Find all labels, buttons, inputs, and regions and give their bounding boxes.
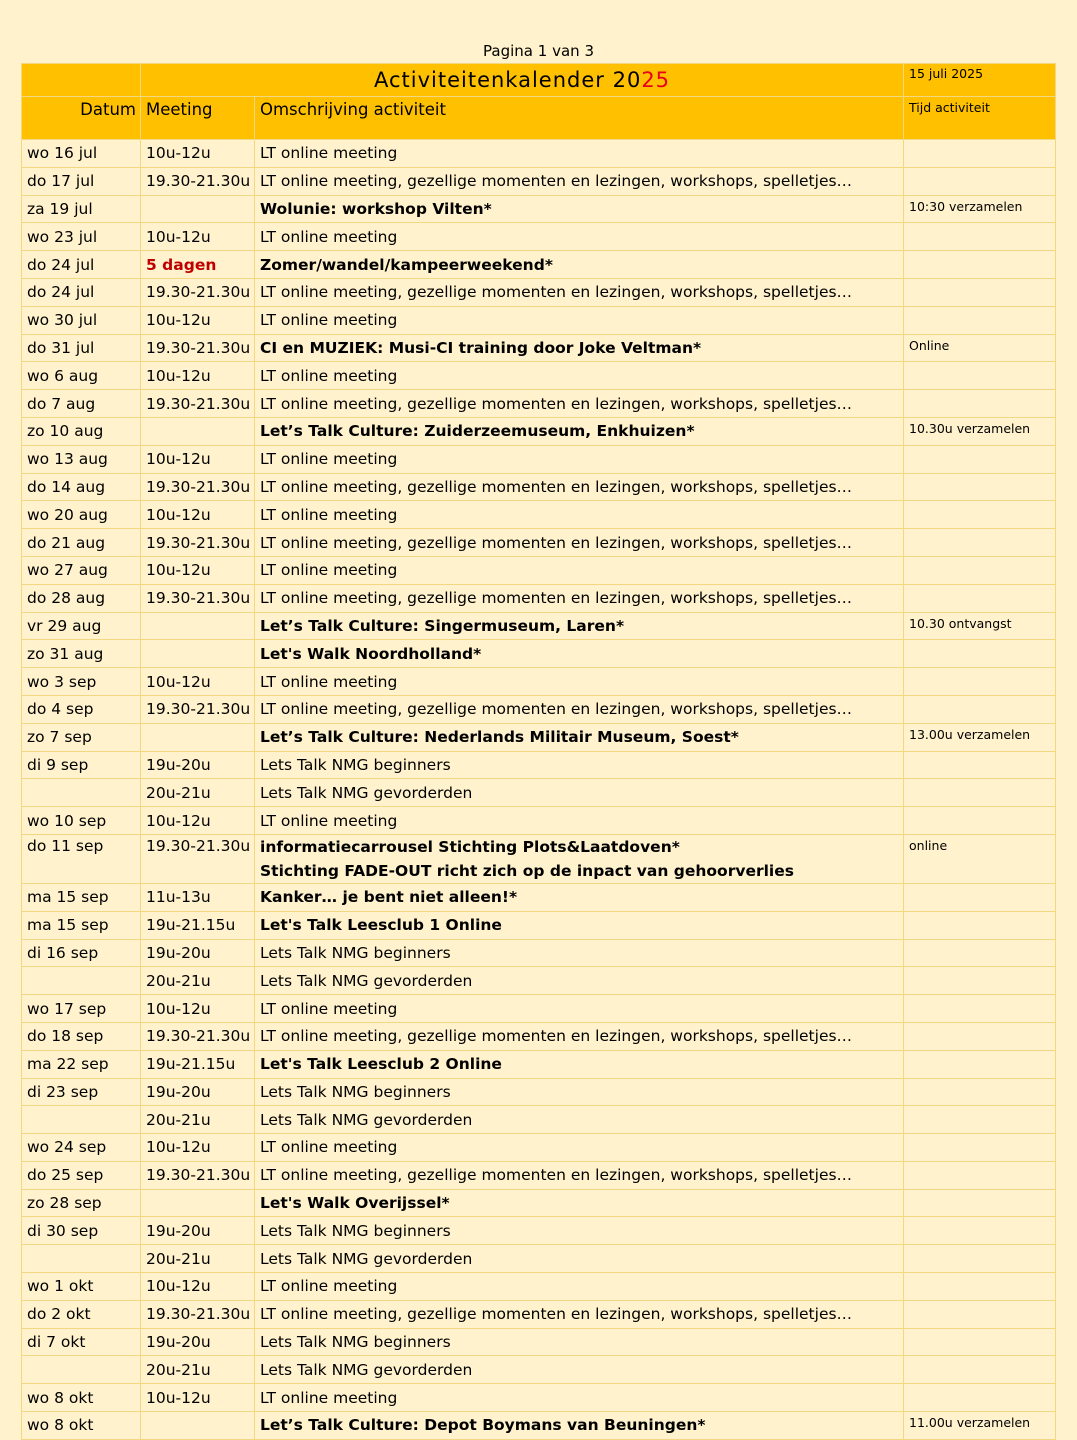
cell-description: Lets Talk NMG gevorderden [255, 779, 904, 807]
cell-meeting [141, 195, 255, 223]
cell-meeting: 19u-20u [141, 751, 255, 779]
cell-date: do 24 jul [22, 251, 141, 279]
table-row [22, 529, 1056, 557]
cell-meeting: 19.30-21.30u [141, 1022, 255, 1050]
cell-description: Lets Talk NMG beginners [255, 1078, 904, 1106]
cell-description: LT online meeting [255, 556, 904, 584]
calendar-date: 15 juli 2025 [904, 64, 1056, 97]
calendar-title-main: Activiteitenkalender 20 [373, 68, 642, 92]
cell-description: LT online meeting, gezellige momenten en lezingen, workshops, spelletjes… [255, 584, 904, 612]
cell-meeting [141, 723, 255, 751]
cell-date: wo 30 jul [22, 306, 141, 334]
table-row [22, 195, 1056, 223]
table-row [22, 807, 1056, 835]
page-number: 1 [537, 42, 548, 60]
cell-meeting: 20u-21u [141, 967, 255, 995]
calendar-rows [22, 140, 1056, 1440]
cell-time: 10.30u verzamelen [904, 417, 1056, 445]
cell-date: do 14 aug [22, 473, 141, 501]
cell-description: Zomer/wandel/kampeerweekend* [255, 251, 904, 279]
cell-description: Let's Walk Overijssel* [255, 1189, 904, 1217]
cell-date: wo 8 okt [22, 1412, 141, 1440]
cell-date [22, 779, 141, 807]
cell-meeting: 10u-12u [141, 140, 255, 168]
cell-description: Lets Talk NMG beginners [255, 751, 904, 779]
cell-meeting: 11u-13u [141, 883, 255, 911]
cell-description: Lets Talk NMG beginners [255, 1328, 904, 1356]
cell-date: do 21 aug [22, 529, 141, 557]
col-header-date: Datum [22, 97, 141, 140]
cell-meeting: 19.30-21.30u [141, 1161, 255, 1189]
cell-time [904, 640, 1056, 668]
cell-description: Lets Talk NMG gevorderden [255, 1106, 904, 1134]
table-row [22, 1134, 1056, 1162]
cell-meeting: 19.30-21.30u [141, 695, 255, 723]
cell-description: Lets Talk NMG gevorderden [255, 1245, 904, 1273]
cell-time [904, 140, 1056, 168]
cell-meeting: 19.30-21.30u [141, 1300, 255, 1328]
cell-description: Let's Talk Leesclub 2 Online [255, 1050, 904, 1078]
cell-date: ma 22 sep [22, 1050, 141, 1078]
cell-description: Kanker… je bent niet alleen!* [255, 883, 904, 911]
title-spacer-cell [22, 64, 141, 97]
table-row [22, 473, 1056, 501]
cell-date [22, 967, 141, 995]
cell-meeting: 5 dagen [141, 251, 255, 279]
cell-time [904, 1161, 1056, 1189]
cell-description: LT online meeting, gezellige momenten en lezingen, workshops, spelletjes… [255, 278, 904, 306]
cell-date: di 23 sep [22, 1078, 141, 1106]
table-row [22, 939, 1056, 967]
cell-meeting: 10u-12u [141, 807, 255, 835]
cell-description: CI en MUZIEK: Musi-CI training door Joke Veltman* [255, 334, 904, 362]
cell-date: di 9 sep [22, 751, 141, 779]
col-header-description: Omschrijving activiteit [255, 97, 904, 140]
cell-time [904, 1078, 1056, 1106]
table-row [22, 995, 1056, 1023]
cell-date: zo 10 aug [22, 417, 141, 445]
cell-meeting: 10u-12u [141, 995, 255, 1023]
cell-date: do 2 okt [22, 1300, 141, 1328]
cell-time: Online [904, 334, 1056, 362]
cell-description: Let’s Talk Culture: Depot Boymans van Beuningen* [255, 1412, 904, 1440]
cell-date: ma 15 sep [22, 911, 141, 939]
cell-meeting: 10u-12u [141, 306, 255, 334]
cell-time [904, 167, 1056, 195]
table-row [22, 779, 1056, 807]
table-row [22, 584, 1056, 612]
cell-description: Let's Talk Leesclub 1 Online [255, 911, 904, 939]
cell-time [904, 1189, 1056, 1217]
cell-meeting: 10u-12u [141, 1273, 255, 1301]
cell-date: di 30 sep [22, 1217, 141, 1245]
table-row [22, 278, 1056, 306]
cell-meeting [141, 612, 255, 640]
cell-meeting: 10u-12u [141, 668, 255, 696]
cell-meeting: 19u-20u [141, 939, 255, 967]
cell-date: di 16 sep [22, 939, 141, 967]
page-indicator [0, 42, 1077, 60]
cell-time [904, 1300, 1056, 1328]
cell-time [904, 883, 1056, 911]
table-row [22, 362, 1056, 390]
cell-time [904, 556, 1056, 584]
table-row [22, 1384, 1056, 1412]
cell-date: wo 16 jul [22, 140, 141, 168]
cell-description: LT online meeting, gezellige momenten en lezingen, workshops, spelletjes… [255, 1022, 904, 1050]
cell-description: Let’s Talk Culture: Singermuseum, Laren* [255, 612, 904, 640]
description-line-2: Stichting FADE-OUT richt zich op de inpact van gehoorverlies [260, 861, 794, 880]
cell-meeting: 10u-12u [141, 1384, 255, 1412]
cell-time [904, 529, 1056, 557]
cell-time [904, 362, 1056, 390]
cell-time [904, 223, 1056, 251]
page-label-mid: van [552, 42, 580, 60]
cell-date: zo 31 aug [22, 640, 141, 668]
cell-date: wo 27 aug [22, 556, 141, 584]
cell-meeting [141, 1412, 255, 1440]
cell-date: wo 23 jul [22, 223, 141, 251]
cell-date: zo 28 sep [22, 1189, 141, 1217]
table-row [22, 334, 1056, 362]
cell-date: wo 3 sep [22, 668, 141, 696]
cell-description [255, 834, 904, 883]
cell-meeting: 20u-21u [141, 1356, 255, 1384]
cell-description: LT online meeting, gezellige momenten en lezingen, workshops, spelletjes… [255, 167, 904, 195]
cell-meeting: 19.30-21.30u [141, 584, 255, 612]
cell-description: LT online meeting, gezellige momenten en lezingen, workshops, spelletjes… [255, 1300, 904, 1328]
cell-date: do 25 sep [22, 1161, 141, 1189]
cell-date: wo 10 sep [22, 807, 141, 835]
cell-time [904, 1328, 1056, 1356]
table-row [22, 1189, 1056, 1217]
table-row [22, 1217, 1056, 1245]
cell-meeting: 10u-12u [141, 501, 255, 529]
cell-meeting: 19u-21.15u [141, 911, 255, 939]
cell-description: LT online meeting, gezellige momenten en lezingen, workshops, spelletjes… [255, 695, 904, 723]
cell-date: do 28 aug [22, 584, 141, 612]
cell-description: LT online meeting [255, 995, 904, 1023]
cell-time [904, 390, 1056, 418]
cell-meeting: 10u-12u [141, 445, 255, 473]
cell-meeting: 19u-20u [141, 1217, 255, 1245]
cell-meeting: 19.30-21.30u [141, 334, 255, 362]
table-row [22, 1273, 1056, 1301]
cell-meeting: 19.30-21.30u [141, 473, 255, 501]
title-row [22, 64, 1056, 97]
cell-time: online [904, 834, 1056, 883]
cell-date: di 7 okt [22, 1328, 141, 1356]
cell-date: wo 24 sep [22, 1134, 141, 1162]
cell-meeting: 20u-21u [141, 1245, 255, 1273]
table-row [22, 1078, 1056, 1106]
cell-description: LT online meeting [255, 445, 904, 473]
cell-meeting: 19.30-21.30u [141, 167, 255, 195]
table-row [22, 911, 1056, 939]
table-row [22, 1300, 1056, 1328]
table-row [22, 883, 1056, 911]
cell-meeting: 19.30-21.30u [141, 529, 255, 557]
cell-time [904, 1273, 1056, 1301]
cell-description: LT online meeting, gezellige momenten en lezingen, workshops, spelletjes… [255, 1161, 904, 1189]
table-row [22, 668, 1056, 696]
table-row [22, 1022, 1056, 1050]
col-header-time: Tijd activiteit [904, 97, 1056, 140]
cell-description: Let's Walk Noordholland* [255, 640, 904, 668]
table-row [22, 390, 1056, 418]
cell-meeting: 20u-21u [141, 779, 255, 807]
table-row [22, 223, 1056, 251]
table-row [22, 1106, 1056, 1134]
table-row [22, 1161, 1056, 1189]
cell-time [904, 1384, 1056, 1412]
cell-time [904, 501, 1056, 529]
cell-time [904, 1217, 1056, 1245]
cell-description: LT online meeting [255, 807, 904, 835]
table-row [22, 251, 1056, 279]
cell-description: LT online meeting [255, 1134, 904, 1162]
cell-time [904, 445, 1056, 473]
table-row [22, 1245, 1056, 1273]
table-row [22, 1328, 1056, 1356]
cell-time: 11.00u verzamelen [904, 1412, 1056, 1440]
cell-date: zo 7 sep [22, 723, 141, 751]
cell-description: Let’s Talk Culture: Nederlands Militair Museum, Soest* [255, 723, 904, 751]
cell-description: Lets Talk NMG beginners [255, 1217, 904, 1245]
cell-date: wo 20 aug [22, 501, 141, 529]
cell-time [904, 695, 1056, 723]
table-row [22, 640, 1056, 668]
cell-time: 13.00u verzamelen [904, 723, 1056, 751]
col-header-meeting: Meeting [141, 97, 255, 140]
cell-time [904, 1245, 1056, 1273]
table-row [22, 417, 1056, 445]
cell-description: LT online meeting [255, 501, 904, 529]
cell-date: wo 17 sep [22, 995, 141, 1023]
table-row [22, 695, 1056, 723]
table-row [22, 140, 1056, 168]
cell-date: wo 8 okt [22, 1384, 141, 1412]
cell-date: do 18 sep [22, 1022, 141, 1050]
activity-calendar-table [21, 63, 1056, 1440]
cell-time: 10:30 verzamelen [904, 195, 1056, 223]
cell-time [904, 751, 1056, 779]
table-row [22, 1356, 1056, 1384]
cell-meeting: 10u-12u [141, 362, 255, 390]
cell-meeting: 10u-12u [141, 1134, 255, 1162]
cell-date: ma 15 sep [22, 883, 141, 911]
table-row [22, 306, 1056, 334]
cell-description: LT online meeting [255, 223, 904, 251]
page-label-prefix: Pagina [483, 42, 533, 60]
table-row [22, 445, 1056, 473]
cell-time [904, 1356, 1056, 1384]
cell-meeting: 19u-20u [141, 1078, 255, 1106]
cell-date: do 17 jul [22, 167, 141, 195]
cell-time [904, 1050, 1056, 1078]
cell-meeting: 19.30-21.30u [141, 390, 255, 418]
cell-time [904, 473, 1056, 501]
cell-date: do 11 sep [22, 834, 141, 883]
cell-description: LT online meeting [255, 668, 904, 696]
cell-description: LT online meeting, gezellige momenten en lezingen, workshops, spelletjes… [255, 473, 904, 501]
table-row [22, 723, 1056, 751]
table-row [22, 556, 1056, 584]
cell-date: wo 1 okt [22, 1273, 141, 1301]
cell-time [904, 939, 1056, 967]
cell-date: wo 6 aug [22, 362, 141, 390]
cell-date: za 19 jul [22, 195, 141, 223]
cell-meeting: 19.30-21.30u [141, 278, 255, 306]
cell-description: LT online meeting [255, 306, 904, 334]
table-row [22, 751, 1056, 779]
cell-description: LT online meeting [255, 1384, 904, 1412]
cell-description: LT online meeting [255, 140, 904, 168]
table-row [22, 1050, 1056, 1078]
cell-meeting: 10u-12u [141, 556, 255, 584]
cell-time [904, 967, 1056, 995]
cell-date: do 31 jul [22, 334, 141, 362]
cell-date: vr 29 aug [22, 612, 141, 640]
cell-description: LT online meeting, gezellige momenten en lezingen, workshops, spelletjes… [255, 390, 904, 418]
cell-description: Lets Talk NMG gevorderden [255, 967, 904, 995]
cell-time [904, 584, 1056, 612]
cell-meeting: 19u-21.15u [141, 1050, 255, 1078]
table-row [22, 167, 1056, 195]
cell-time [904, 278, 1056, 306]
cell-time [904, 1134, 1056, 1162]
cell-time [904, 306, 1056, 334]
cell-time [904, 1022, 1056, 1050]
cell-description: LT online meeting [255, 1273, 904, 1301]
cell-meeting: 20u-21u [141, 1106, 255, 1134]
cell-time [904, 911, 1056, 939]
cell-meeting [141, 640, 255, 668]
cell-time [904, 251, 1056, 279]
cell-date: wo 13 aug [22, 445, 141, 473]
cell-description: LT online meeting, gezellige momenten en lezingen, workshops, spelletjes… [255, 529, 904, 557]
table-row [22, 834, 1056, 883]
cell-date [22, 1356, 141, 1384]
cell-meeting [141, 1189, 255, 1217]
cell-meeting: 10u-12u [141, 223, 255, 251]
cell-description: LT online meeting [255, 362, 904, 390]
table-row [22, 501, 1056, 529]
table-row [22, 967, 1056, 995]
cell-meeting [141, 417, 255, 445]
cell-meeting: 19.30-21.30u [141, 834, 255, 883]
cell-date [22, 1106, 141, 1134]
cell-description: Wolunie: workshop Vilten* [255, 195, 904, 223]
cell-time [904, 995, 1056, 1023]
cell-time [904, 1106, 1056, 1134]
cell-time [904, 668, 1056, 696]
calendar-title-year-accent: 25 [641, 68, 671, 92]
cell-description: Let’s Talk Culture: Zuiderzeemuseum, Enkhuizen* [255, 417, 904, 445]
page-total: 3 [584, 42, 594, 60]
cell-time: 10.30 ontvangst [904, 612, 1056, 640]
calendar-title [141, 64, 904, 97]
cell-date: do 24 jul [22, 278, 141, 306]
cell-date: do 4 sep [22, 695, 141, 723]
cell-description: Lets Talk NMG beginners [255, 939, 904, 967]
column-header-row [22, 97, 1056, 140]
cell-description: Lets Talk NMG gevorderden [255, 1356, 904, 1384]
cell-meeting: 19u-20u [141, 1328, 255, 1356]
cell-time [904, 779, 1056, 807]
description-line-1: informatiecarrousel Stichting Plots&Laatdoven* [260, 837, 680, 856]
cell-time [904, 807, 1056, 835]
table-row [22, 1412, 1056, 1440]
table-row [22, 612, 1056, 640]
cell-date: do 7 aug [22, 390, 141, 418]
cell-date [22, 1245, 141, 1273]
